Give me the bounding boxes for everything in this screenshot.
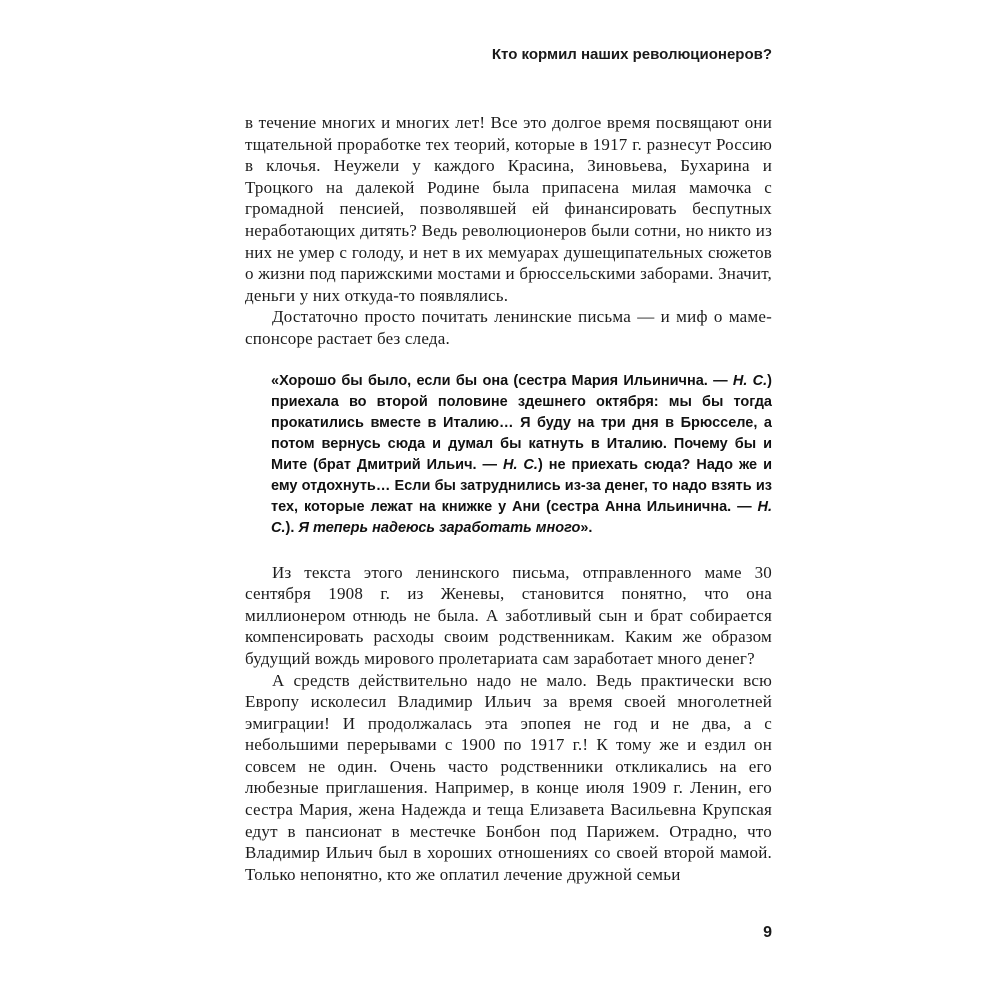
quote-segment: ) не приехать сюда? Надо же и ему отдохнуть… Если бы затруднились из-за денег, то надо взять из тех, которые лежат на книжке у Ани (сестра Анна Ильинична. — bbox=[271, 456, 772, 515]
quote-segment: «Хорошо бы было, если бы она (сестра Мария Ильинична. — bbox=[271, 372, 733, 389]
paragraph-continuation: в течение многих и многих лет! Все это долгое время посвящают они тщательной проработке тех теорий, которые в 1917 г. разнесут Россию в клочья. Неужели у каждого Красина, Зиновьева, Бухарина и Троцкого на далекой Родине была припасена милая мамочка с громадной пенсией, позволявшей ей финансировать беспутных неработающих дитять? Ведь революционеров были сотни, но никто из них не умер с голоду, и нет в их мемуарах душещипательных сюжетов о жизни под парижскими мостами и брюссельскими заборами. Значит, деньги у них откуда-то появлялись. bbox=[245, 113, 772, 305]
paragraph: Достаточно просто почитать ленинские письма — и миф о маме-спонсоре растает без следа. bbox=[245, 307, 772, 348]
text-block bbox=[245, 112, 772, 885]
quote-segment: ). bbox=[285, 519, 299, 536]
quote-italic-segment: Н. С. bbox=[271, 498, 772, 536]
running-header: Кто кормил наших революционеров? bbox=[491, 46, 772, 63]
lenin-letter-quote bbox=[271, 371, 772, 539]
quote-italic-segment: Я теперь надеюсь заработать много bbox=[298, 519, 581, 536]
page-number: 9 bbox=[763, 924, 772, 941]
quote-italic-segment: Н. С. bbox=[502, 456, 538, 473]
quote-segment: ) приехала во второй половине здешнего октября: мы бы тогда прокатились вместе в Италию… Я буду на три дня в Брюсселе, а потом вернусь сюда и думал бы катнуть в Италию. Почему бы и Мите (брат Дмитрий Ильич. — bbox=[271, 372, 772, 473]
paragraph: А средств действительно надо не мало. Ведь практически всю Европу исколесил Владимир Ильич за время своей многолетней эмиграции! И продолжалась эта эпопея не год и не два, а с небольшими перерывами с 1900 по 1917 г.! К тому же и ездил он совсем не один. Очень часто родственники откликались на его любезные приглашения. Например, в конце июля 1909 г. Ленин, его сестра Мария, жена Надежда и теща Елизавета Васильевна Крупская едут в пансионат в местечке Бонбон под Парижем. Отрадно, что Владимир Ильич был в хороших отношениях со своей второй мамой. Только непонятно, кто же оплатил лечение дружной семьи bbox=[245, 670, 772, 884]
quote-segment: ». bbox=[580, 519, 593, 536]
paragraph: Из текста этого ленинского письма, отправленного маме 30 сентября 1908 г. из Женевы, становится понятно, что она миллионером отнюдь не была. А заботливый сын и брат собирается компенсировать расходы своим родственникам. Каким же образом будущий вождь мирового пролетариата сам заработает много денег? bbox=[245, 562, 772, 668]
quote-italic-segment: Н. С. bbox=[732, 372, 768, 389]
